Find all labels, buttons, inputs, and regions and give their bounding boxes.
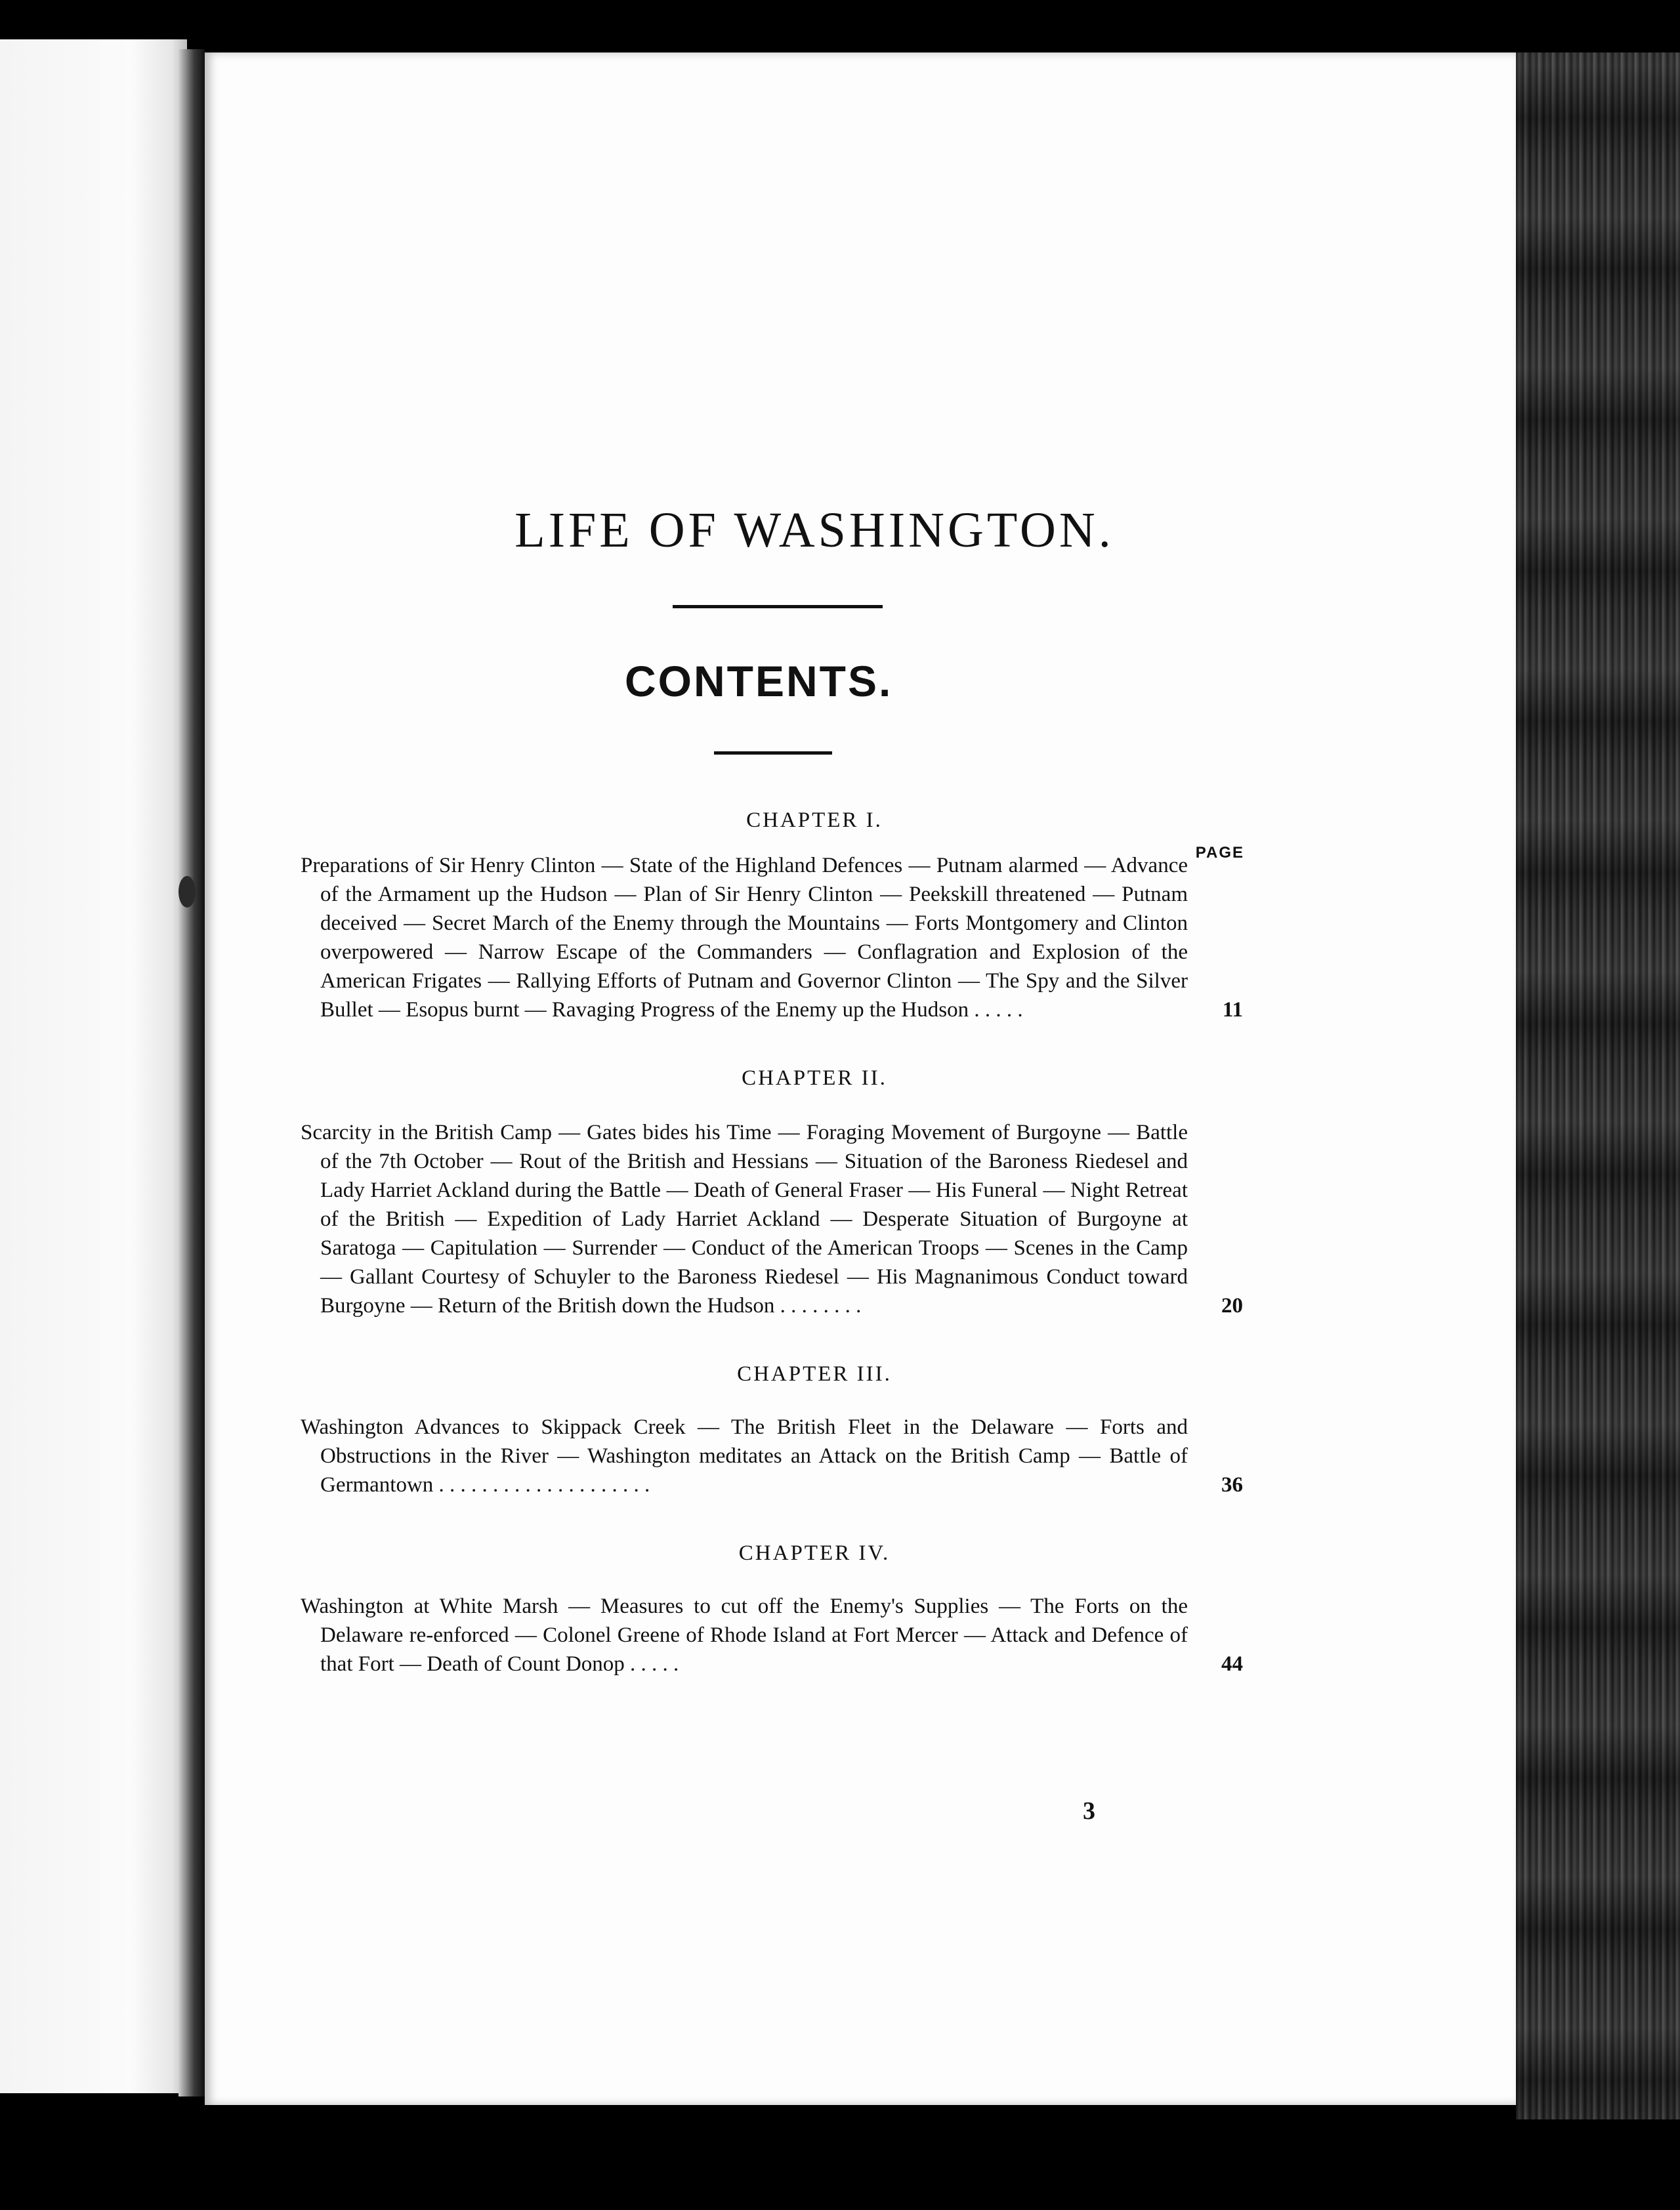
chapter-summary: Washington Advances to Skippack Creek — The British Fleet in the Delaware — Forts and Obstructions in the River — Washington meditates an Attack on the British Camp — Battle of Germantown . . . . . . . . . . . . . . . . . . . . <box>301 1415 1188 1497</box>
book-gutter <box>178 49 205 2096</box>
chapter-heading: CHAPTER I. <box>746 808 883 832</box>
binding-mark <box>178 876 196 907</box>
page-column-label: PAGE <box>1195 844 1244 862</box>
chapter-heading: CHAPTER III. <box>737 1362 892 1386</box>
chapter-summary-row <box>301 1413 1243 1499</box>
chapter-summary-row <box>301 1118 1243 1320</box>
chapter-heading: CHAPTER II. <box>742 1066 887 1090</box>
chapter-summary: Preparations of Sir Henry Clinton — State of the Highland Defences — Putnam alarmed — Advance of the Armament up the Hudson — Plan of Sir Henry Clinton — Peekskill threatened — Putnam deceived — Secret March of the Enemy through the Mountains — Forts Montgomery and Clinton overpowered — Narrow Escape of the Commanders — Conflagration and Explosion of the American Frigates — Rallying Efforts of Putnam and Governor Clinton — The Spy and the Silver Bullet — Esopus burnt — Ravaging Progress of the Enemy up the Hudson . . . . . <box>301 854 1188 1022</box>
chapter-page-number: 11 <box>1222 998 1243 1022</box>
book-title: LIFE OF WASHINGTON. <box>514 503 1114 558</box>
chapter-entry <box>301 810 1243 1024</box>
chapter-summary: Scarcity in the British Camp — Gates bides his Time — Foraging Movement of Burgoyne — Battle of the 7th October — Rout of the British and Hessians — Situation of the Baroness Riedesel and Lady Harriet Ackland during the Battle — Death of General Fraser — His Funeral — Night Retreat of the British — Expedition of Lady Harriet Ackland — Desperate Situation of Burgoyne at Saratoga — Capitulation — Surrender — Conduct of the American Troops — Scenes in the Camp — Gallant Courtesy of Schuyler to the Baroness Riedesel — His Magnanimous Conduct toward Burgoyne — Return of the British down the Hudson . . . . . . . . <box>301 1121 1188 1318</box>
chapter-summary-row <box>301 1592 1243 1678</box>
chapter-entry <box>301 1543 1243 1678</box>
contents-heading: CONTENTS. <box>625 657 893 705</box>
page-edge-shade <box>1516 52 1680 2119</box>
chapter-page-number: 20 <box>1221 1294 1243 1318</box>
chapter-entry <box>301 1364 1243 1499</box>
chapter-entry <box>301 1068 1243 1320</box>
contents-page <box>301 505 1243 1678</box>
chapter-page-number: 44 <box>1221 1652 1243 1676</box>
chapter-summary: Washington at White Marsh — Measures to cut off the Enemy's Supplies — The Forts on the Delaware re-enforced — Colonel Greene of Rhode Island at Fort Mercer — Attack and Defence of that Fort — Death of Count Donop . . . . . <box>301 1595 1188 1676</box>
chapter-summary-row <box>301 851 1243 1024</box>
chapter-page-number: 36 <box>1221 1473 1243 1497</box>
folio-page-number: 3 <box>1083 1797 1095 1825</box>
chapter-heading: CHAPTER IV. <box>738 1541 891 1565</box>
left-page <box>0 39 187 2093</box>
title-rule <box>673 605 883 608</box>
contents-rule <box>714 751 832 755</box>
